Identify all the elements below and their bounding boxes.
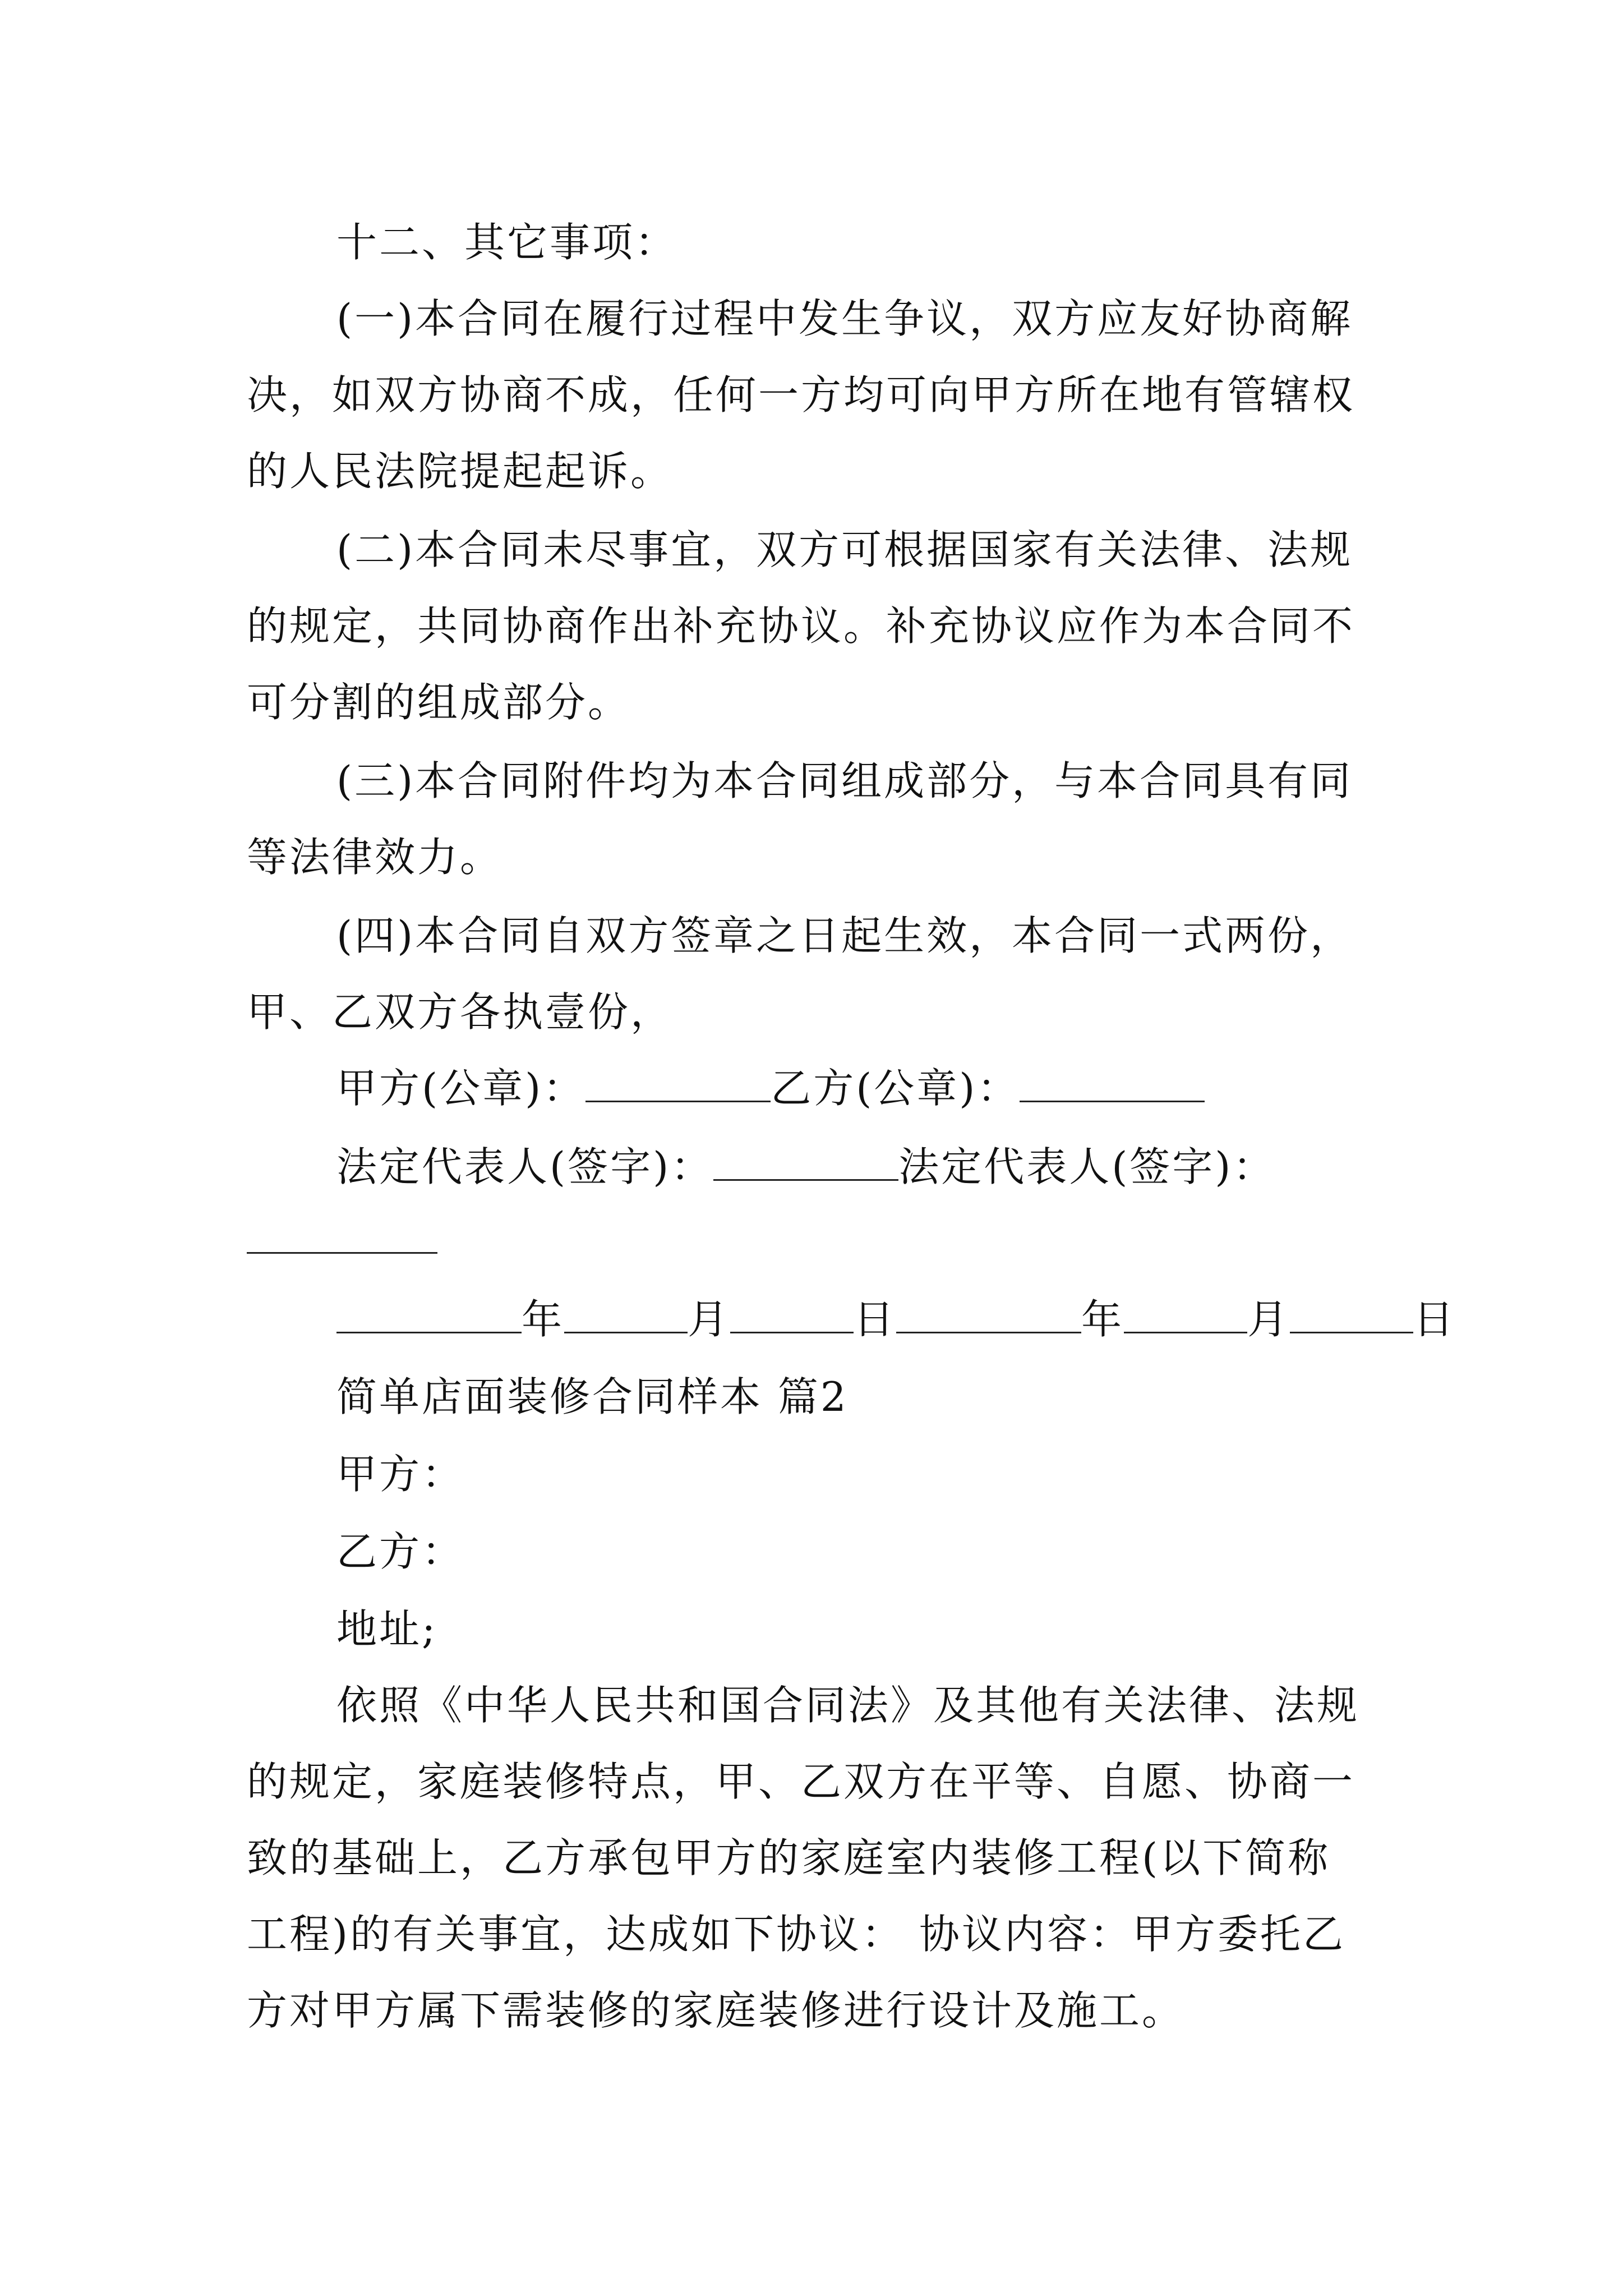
month-label: 月	[688, 1296, 731, 1343]
month-blank	[1124, 1297, 1247, 1333]
seal-line	[336, 1060, 1205, 1116]
paragraph-line: 等法律效力。	[247, 834, 503, 881]
address-line: 地址;	[336, 1605, 438, 1653]
party-a-seal-blank	[585, 1066, 771, 1102]
month-label: 月	[1247, 1296, 1290, 1343]
day-label: 日	[1413, 1296, 1456, 1343]
paragraph-line: 甲、乙双方各执壹份，	[247, 988, 674, 1036]
paragraph-line: (二)本合同未尽事宜，双方可根据国家有关法律、法规	[336, 526, 1353, 573]
paragraph-line: 方对甲方属下需装修的家庭装修进行设计及施工。	[247, 1987, 1185, 2034]
year-blank	[336, 1297, 522, 1333]
paragraph-line: 的人民法院提起起诉。	[247, 448, 674, 495]
representative-line	[336, 1139, 1275, 1195]
paragraph-line: 的规定，共同协商作出补充协议。补充协议应作为本合同不	[247, 602, 1355, 650]
paragraph-line: (一)本合同在履行过程中发生争议，双方应友好协商解	[336, 295, 1353, 342]
day-blank	[1290, 1297, 1413, 1333]
paragraph-line: 可分割的组成部分。	[247, 679, 631, 726]
day-label: 日	[854, 1296, 897, 1343]
party-a-line: 甲方：	[336, 1451, 465, 1498]
year-blank	[896, 1297, 1081, 1333]
party-b-seal-blank	[1020, 1066, 1205, 1102]
party-b-seal-label: 乙方(公章)：	[771, 1065, 1020, 1112]
party-a-seal-label: 甲方(公章)：	[336, 1065, 586, 1112]
year-label: 年	[1081, 1296, 1124, 1343]
date-line	[336, 1291, 1456, 1347]
rep-b-blank	[247, 1252, 437, 1254]
month-blank	[564, 1297, 688, 1333]
rep-a-label: 法定代表人(签字)：	[336, 1143, 714, 1190]
paragraph-line: 依照《中华人民共和国合同法》及其他有关法律、法规	[336, 1682, 1360, 1729]
rep-b-label: 法定代表人(签字)：	[898, 1143, 1276, 1190]
day-blank	[730, 1297, 854, 1333]
section-heading: 十二、其它事项：	[336, 219, 678, 266]
party-b-line: 乙方：	[336, 1528, 465, 1575]
paragraph-line: (四)本合同自双方签章之日起生效，本合同一式两份，	[336, 912, 1353, 959]
year-label: 年	[522, 1296, 565, 1343]
paragraph-line: 工程)的有关事宜，达成如下协议： 协议内容：甲方委托乙	[247, 1911, 1345, 1958]
contract-title: 简单店面装修合同样本 篇2	[336, 1373, 849, 1420]
rep-a-blank	[713, 1144, 898, 1181]
paragraph-line: (三)本合同附件均为本合同组成部分，与本合同具有同	[336, 757, 1353, 804]
paragraph-line: 致的基础上，乙方承包甲方的家庭室内装修工程(以下简称	[247, 1834, 1331, 1881]
paragraph-line: 决，如双方协商不成，任何一方均可向甲方所在地有管辖权	[247, 371, 1355, 418]
paragraph-line: 的规定，家庭装修特点，甲、乙双方在平等、自愿、协商一	[247, 1758, 1355, 1805]
